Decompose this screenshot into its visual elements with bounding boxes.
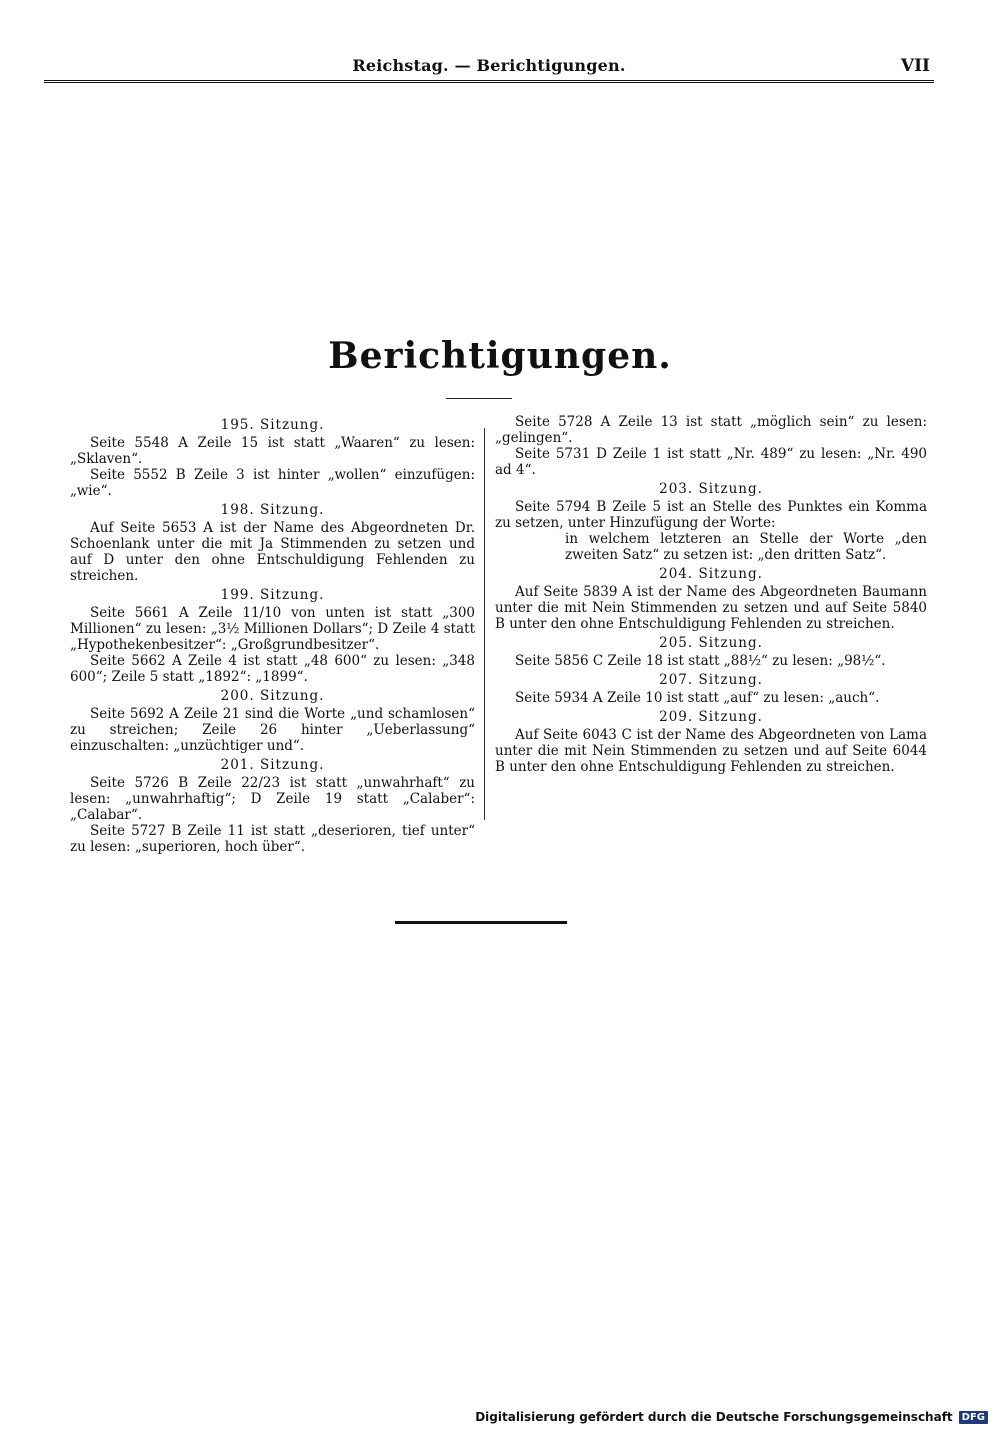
session-heading: 201. Sitzung. bbox=[220, 757, 325, 773]
correction-entry: Seite 5692 A Zeile 21 sind die Worte „und schamlosen“ zu streichen; Zeile 26 hinter „Ueberlassung“ einzuschalten: „unzüchtiger und“. bbox=[70, 706, 475, 754]
session-heading: 207. Sitzung. bbox=[659, 672, 763, 688]
correction-entry: Seite 5661 A Zeile 11/10 von unten ist statt „300 Millionen“ zu lesen: „3½ Millionen Dollars“; D Zeile 4 statt „Hypothekenbesitzer“: „Großgrundbesitzer“. bbox=[70, 605, 475, 653]
correction-entry: Auf Seite 5839 A ist der Name des Abgeordneten Baumann unter die mit Nein Stimmenden zu setzen und auf Seite 5840 B unter den ohne Entschuldigung Fehlenden zu streichen. bbox=[495, 584, 927, 632]
session-heading: 209. Sitzung. bbox=[659, 709, 763, 725]
correction-entry: Seite 5856 C Zeile 18 ist statt „88½“ zu lesen: „98½“. bbox=[515, 653, 886, 669]
correction-entry: Seite 5731 D Zeile 1 ist statt „Nr. 489“ zu lesen: „Nr. 490 ad 4“. bbox=[495, 446, 927, 478]
column-divider bbox=[484, 428, 485, 820]
left-column bbox=[70, 414, 475, 855]
correction-entry: Seite 5934 A Zeile 10 ist statt „auf“ zu lesen: „auch“. bbox=[515, 690, 880, 706]
session-heading: 200. Sitzung. bbox=[220, 688, 325, 704]
session-heading: 203. Sitzung. bbox=[659, 481, 763, 497]
page-number: VII bbox=[900, 56, 930, 76]
running-header bbox=[44, 56, 934, 78]
correction-entry: Seite 5727 B Zeile 11 ist statt „deserioren, tief unter“ zu lesen: „superioren, hoch über“. bbox=[70, 823, 475, 855]
session-heading: 195. Sitzung. bbox=[220, 417, 325, 433]
page-title: Berichtigungen. bbox=[328, 335, 672, 377]
session-heading: 204. Sitzung. bbox=[659, 566, 763, 582]
session-heading: 198. Sitzung. bbox=[220, 502, 325, 518]
right-column bbox=[495, 414, 927, 775]
correction-entry: Auf Seite 6043 C ist der Name des Abgeordneten von Lama unter die mit Nein Stimmenden zu setzen und auf Seite 6044 B unter den ohne Entschuldigung Fehlenden zu streichen. bbox=[495, 727, 927, 775]
header-rule bbox=[44, 80, 934, 83]
session-heading: 205. Sitzung. bbox=[659, 635, 763, 651]
correction-entry: Seite 5726 B Zeile 22/23 ist statt „unwahrhaft“ zu lesen: „unwahrhaftig“; D Zeile 19 statt „Calaber“: „Calabar“. bbox=[70, 775, 475, 823]
title-rule bbox=[446, 398, 512, 399]
correction-entry: Seite 5728 A Zeile 13 ist statt „möglich sein“ zu lesen: „gelingen“. bbox=[495, 414, 927, 446]
dfg-logo: DFG bbox=[959, 1411, 988, 1424]
correction-entry: Seite 5794 B Zeile 5 ist an Stelle des Punktes ein Komma zu setzen, unter Hinzufügung der Worte: bbox=[495, 499, 927, 531]
running-title: Reichstag. — Berichtigungen. bbox=[352, 56, 626, 75]
correction-entry: Seite 5662 A Zeile 4 ist statt „48 600“ zu lesen: „348 600“; Zeile 5 statt „1892“: „1899“. bbox=[70, 653, 475, 685]
footer-credit: Digitalisierung gefördert durch die Deutsche Forschungsgemeinschaft bbox=[475, 1410, 953, 1424]
end-rule bbox=[395, 921, 567, 924]
correction-entry: Seite 5548 A Zeile 15 ist statt „Waaren“ zu lesen: „Sklaven“. bbox=[70, 435, 475, 467]
footer bbox=[475, 1410, 988, 1424]
session-heading: 199. Sitzung. bbox=[220, 587, 325, 603]
correction-entry: Auf Seite 5653 A ist der Name des Abgeordneten Dr. Schoenlank unter die mit Ja Stimmenden zu setzen und auf D unter den ohne Entschuldigung Fehlenden zu streichen. bbox=[70, 520, 475, 584]
correction-entry: Seite 5552 B Zeile 3 ist hinter „wollen“ einzufügen: „wie“. bbox=[70, 467, 475, 499]
correction-quote: in welchem letzteren an Stelle der Worte „den zweiten Satz“ zu setzen ist: „den dritten Satz“. bbox=[565, 531, 927, 563]
